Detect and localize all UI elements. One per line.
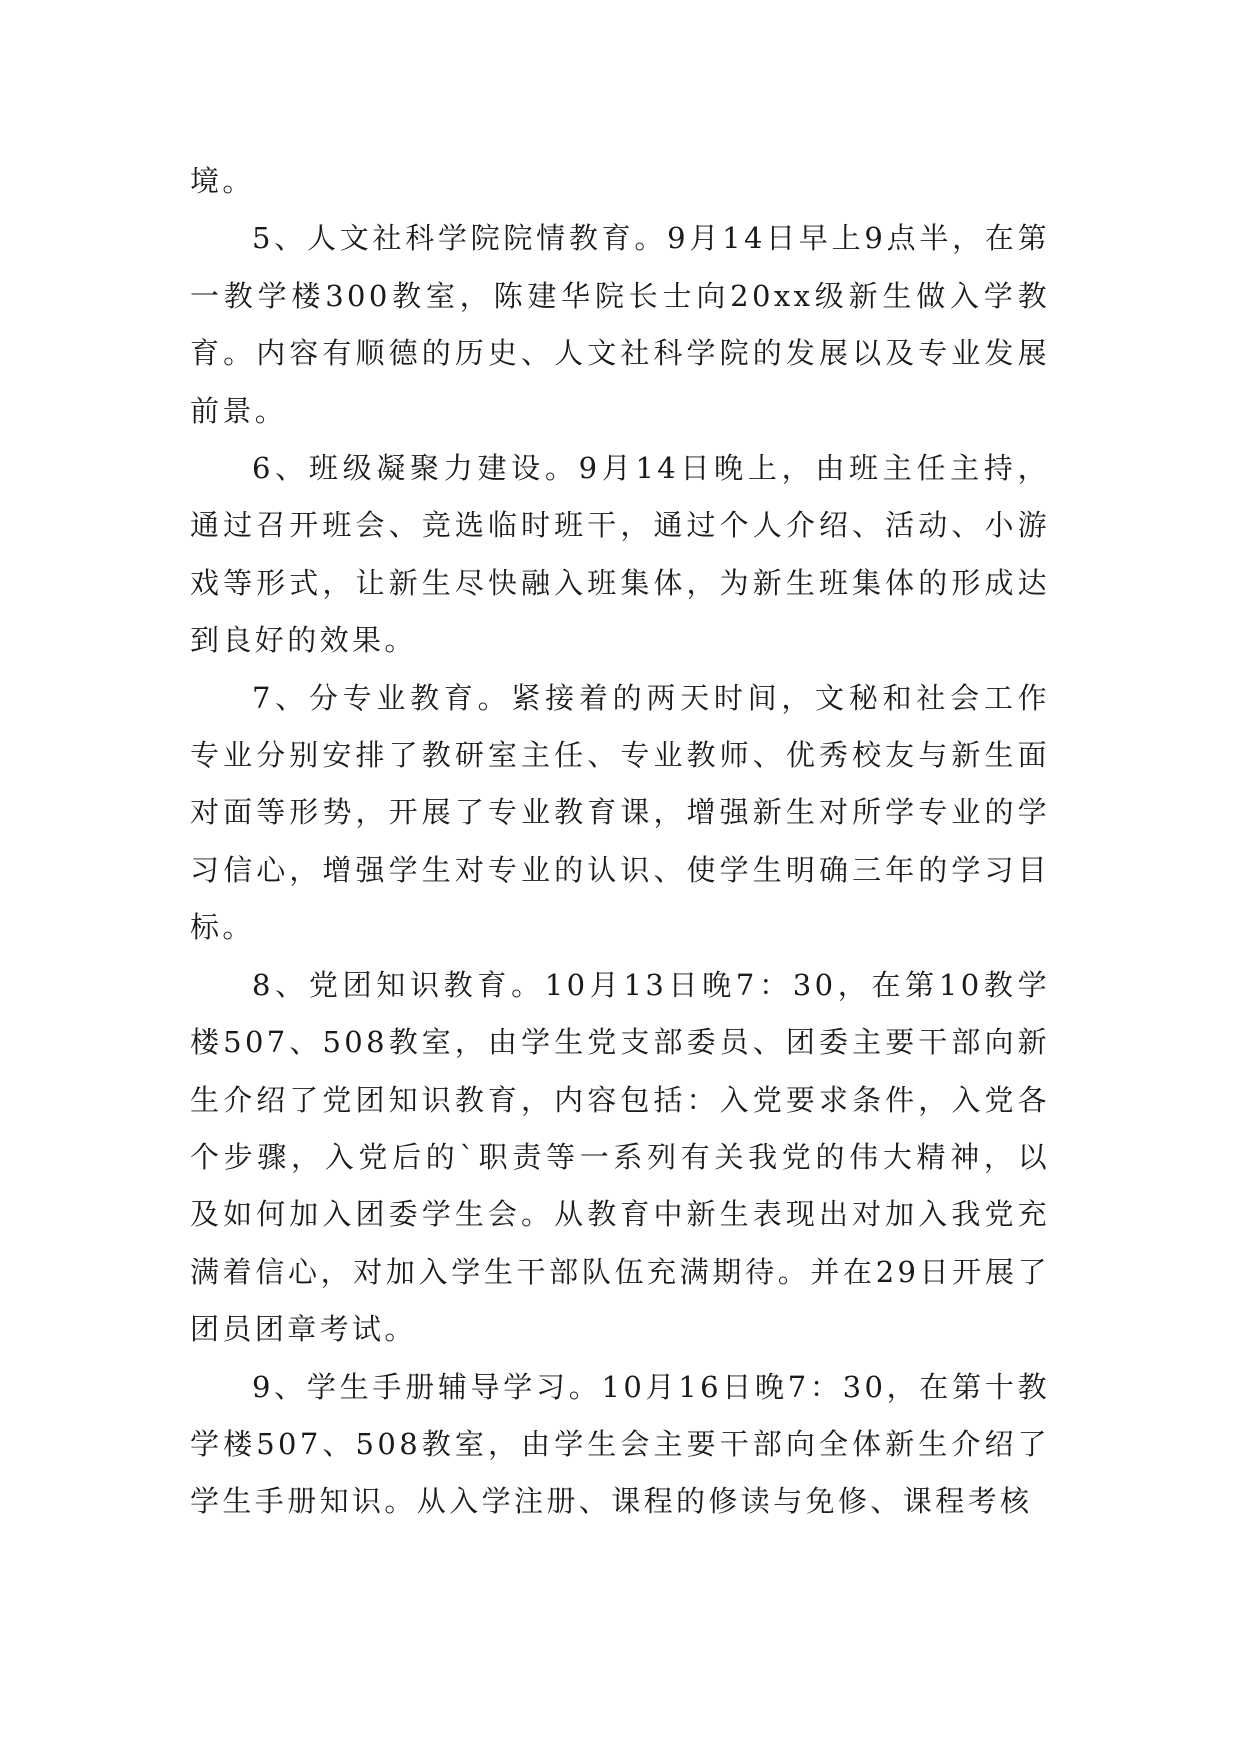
paragraph-item-9: 9、学生手册辅导学习。10月16日晚7：30，在第十教学楼507、508教室，由学生会主要干部向全体新生介绍了学生手册知识。从入学注册、课程的修读与免修、课程考核: [190, 1369, 1050, 1519]
paragraph-item-6: 6、班级凝聚力建设。9月14日晚上，由班主任主持，通过召开班会、竞选临时班干，通过个人介绍、活动、小游戏等形式，让新生尽快融入班集体，为新生班集体的形成达到良好的效果。: [190, 451, 1050, 658]
paragraph-item-5: 5、人文社科学院院情教育。9月14日早上9点半，在第一教学楼300教室，陈建华院长士向20xx级新生做入学教育。内容有顺德的历史、人文社科学院的发展以及专业发展前景。: [190, 221, 1050, 428]
paragraph-item-8: 8、党团知识教育。10月13日晚7：30，在第10教学楼507、508教室，由学生党支部委员、团委主要干部向新生介绍了党团知识教育，内容包括：入党要求条件，入党各个步骤，入党后的`职责等一系列有关我党的伟大精神，以及如何加入团委学生会。从教育中新生表现出对加入我党充满着信心，对加入学生干部队伍充满期待。并在29日开展了团员团章考试。: [190, 967, 1050, 1347]
paragraph-item-7: 7、分专业教育。紧接着的两天时间，文秘和社会工作专业分别安排了教研室主任、专业教师、优秀校友与新生面对面等形势，开展了专业教育课，增强新生对所学专业的学习信心，增强学生对专业的认识、使学生明确三年的学习目标。: [190, 680, 1050, 945]
document-body: [190, 153, 1050, 1531]
paragraph-continuation: 境。: [190, 164, 255, 198]
